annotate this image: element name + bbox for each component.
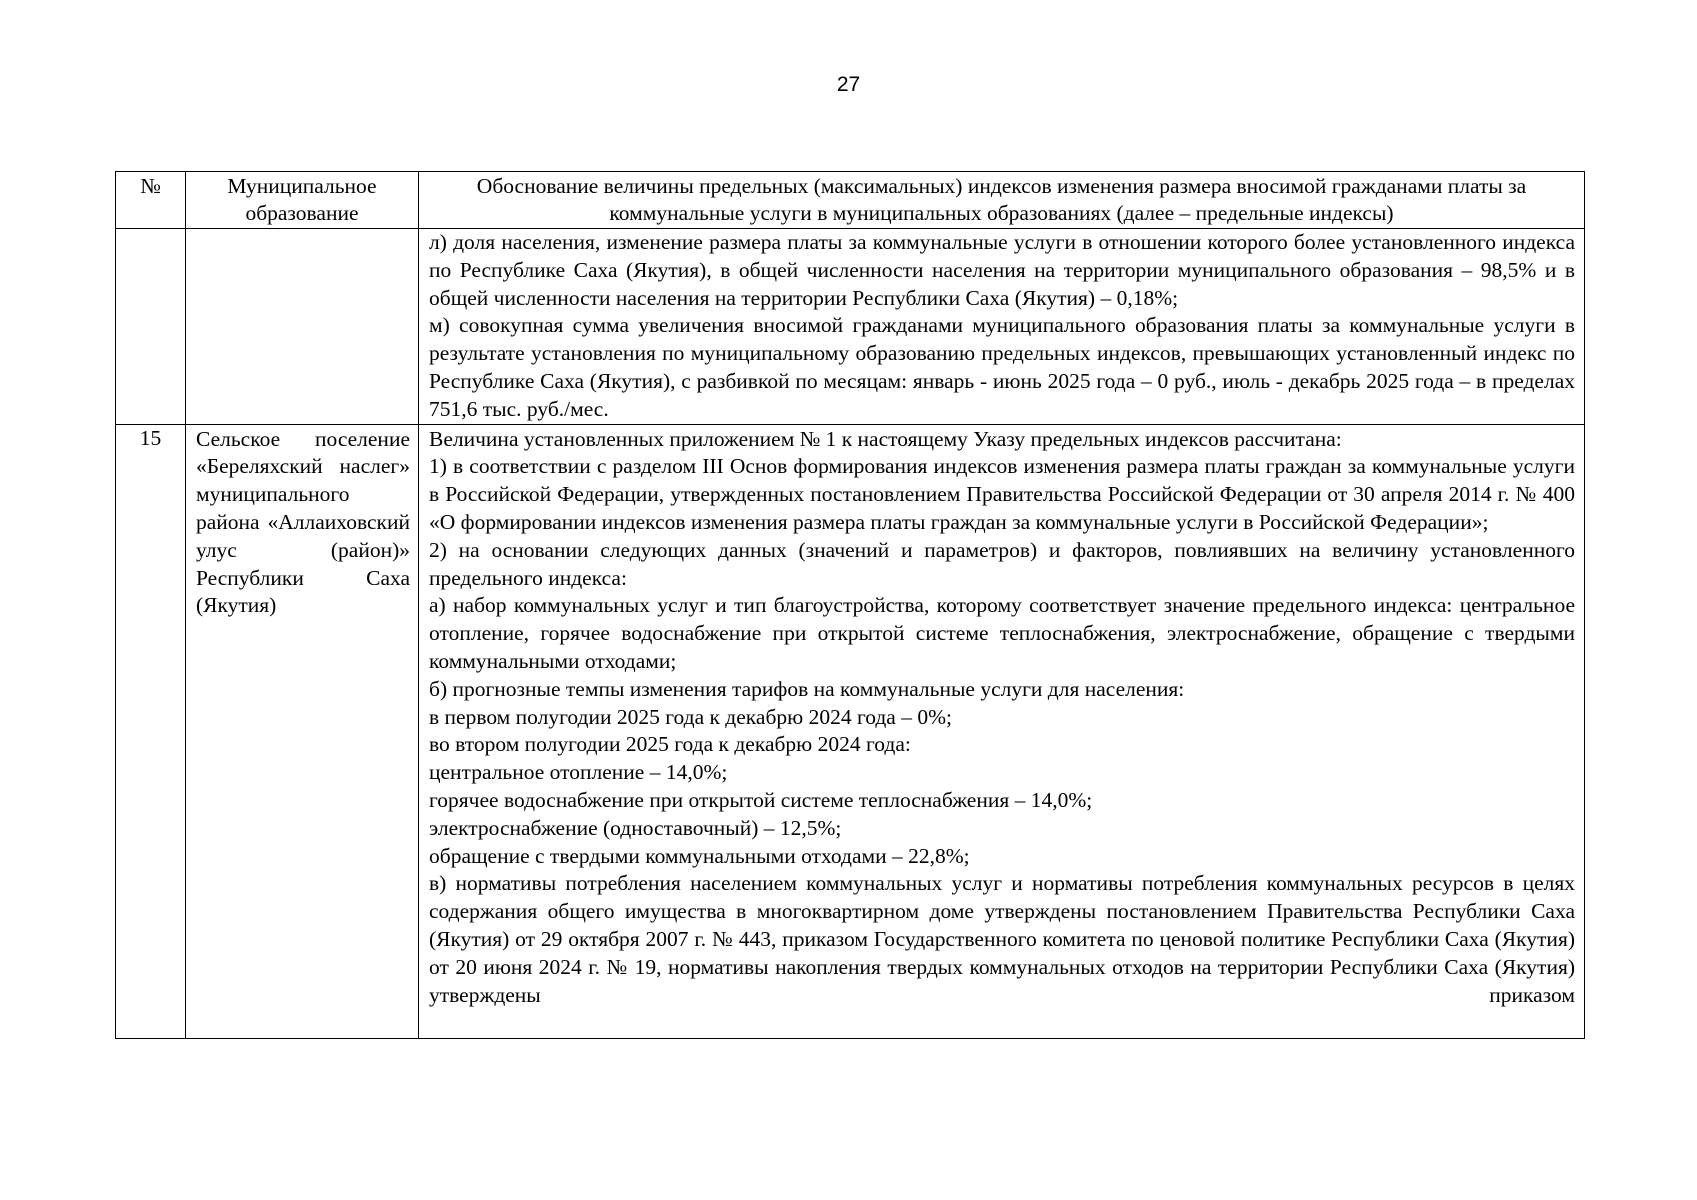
justification-paragraph: обращение с твердыми коммунальными отходами – 22,8%; xyxy=(429,843,970,868)
header-municipality: Муниципальное образование xyxy=(186,172,419,229)
justification-paragraph: м) совокупная сумма увеличения вносимой гражданами муниципального образования платы за коммунальные услуги в результате установления по муниципальному образованию предельных индексов, превышающих установленный индекс по Республике Саха (Якутия), с разбивкой по месяцам: январь - июнь 2025 года – 0 руб., июль - декабрь 2025 года – в пределах 751,6 тыс. руб./мес. xyxy=(429,313,1575,421)
justification-paragraph: горячее водоснабжение при открытой системе теплоснабжения – 14,0%; xyxy=(429,787,1093,812)
justification-paragraph: б) прогнозные темпы изменения тарифов на коммунальные услуги для населения: xyxy=(429,676,1185,701)
justification-paragraph: л) доля населения, изменение размера платы за коммунальные услуги в отношении которого более установленного индекса по Республике Саха (Якутия), в общей численности населения на территории муниципального образования – 98,5% и в общей численности населения на территории Республики Саха (Якутия) – 0,18%; xyxy=(429,230,1575,310)
justification-paragraph: в первом полугодии 2025 года к декабрю 2024 года – 0%; xyxy=(429,704,952,729)
row-number xyxy=(116,229,186,425)
table-row xyxy=(116,424,1585,1038)
justification-paragraph: в) нормативы потребления населением коммунальных услуг и нормативы потребления коммунальных ресурсов в целях содержания общего имущества в многоквартирном доме утверждены постановлением Правительства Республики Саха (Якутия) от 29 октября 2007 г. № 443, приказом Государственного комитета по ценовой политике Республики Саха (Якутия) от 20 июня 2024 г. № 19, нормативы накопления твердых коммунальных отходов на территории Республики Саха (Якутия) утверждены приказом xyxy=(429,871,1575,1007)
header-justification: Обоснование величины предельных (максимальных) индексов изменения размера вносимой гражданами платы за коммунальные услуги в муниципальных образованиях (далее – предельные индексы) xyxy=(419,172,1585,229)
header-num: № xyxy=(116,172,186,229)
municipality-name: Сельское поселение «Береляхский наслег» муниципального района «Аллаиховский улус (район)» Республики Саха (Якутия) xyxy=(186,424,419,1038)
justification-paragraph: 1) в соответствии с разделом III Основ формирования индексов изменения размера платы граждан за коммунальные услуги в Российской Федерации, утвержденных постановлением Правительства Российской Федерации от 30 апреля 2014 г. № 400 «О формировании индексов изменения размера платы граждан за коммунальные услуги в Российской Федерации»; xyxy=(429,454,1575,534)
table-row xyxy=(116,229,1585,425)
justification-table xyxy=(115,171,1585,1039)
page-number: 27 xyxy=(836,73,861,96)
justification-paragraph: во втором полугодии 2025 года к декабрю 2024 года: xyxy=(429,732,911,757)
justification-cell xyxy=(419,229,1585,425)
justification-cell xyxy=(419,424,1585,1038)
municipality-name xyxy=(186,229,419,425)
justification-paragraph: 2) на основании следующих данных (значений и параметров) и факторов, повлиявших на величину установленного предельного индекса: xyxy=(429,537,1575,590)
justification-paragraph: электроснабжение (одноставочный) – 12,5%; xyxy=(429,815,842,840)
table-header-row xyxy=(116,172,1585,229)
justification-paragraph: а) набор коммунальных услуг и тип благоустройства, которому соответствует значение предельного индекса: центральное отопление, горячее водоснабжение при открытой системе теплоснабжения, электроснабжение, обращение с твердыми коммунальными отходами; xyxy=(429,593,1575,673)
justification-paragraph: центральное отопление – 14,0%; xyxy=(429,760,728,785)
justification-paragraph: Величина установленных приложением № 1 к настоящему Указу предельных индексов рассчитана: xyxy=(429,426,1342,451)
row-number: 15 xyxy=(116,424,186,1038)
